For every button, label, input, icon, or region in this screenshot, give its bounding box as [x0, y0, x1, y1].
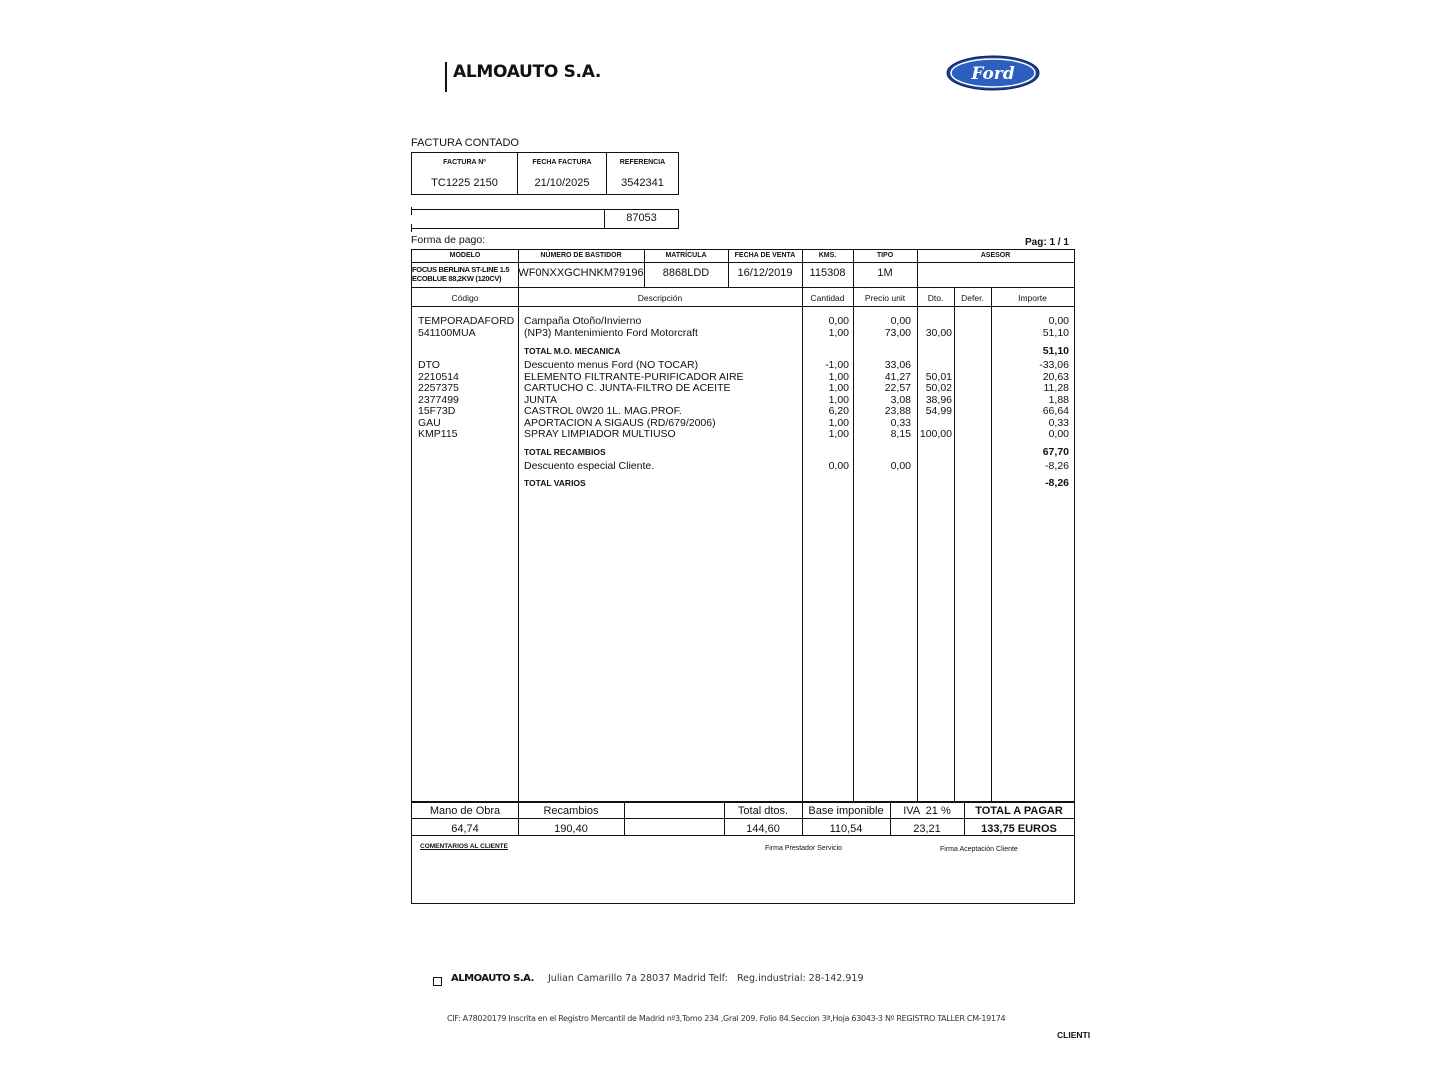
- payment-method-label: Forma de pago:: [411, 234, 486, 246]
- comments-signature-box: [411, 836, 1075, 904]
- line-description: APORTACION A SIGAUS (RD/679/2006): [524, 416, 716, 429]
- invoice-type: FACTURA CONTADO: [411, 137, 519, 149]
- totals-section: [412, 801, 1074, 835]
- subtotal-label: TOTAL RECAMBIOS: [524, 447, 606, 457]
- line-discount: 38,96: [925, 393, 952, 406]
- line-code: GAU: [418, 416, 441, 429]
- table-row: [412, 405, 1074, 417]
- sale-date-header: FECHA DE VENTA: [734, 252, 796, 259]
- subtotal-amount: -8,26: [1045, 477, 1069, 489]
- table-row: [412, 394, 1074, 406]
- line-quantity: 1,00: [828, 393, 849, 406]
- table-row: [412, 428, 1074, 440]
- subtotal-amount: 67,70: [1042, 446, 1069, 458]
- line-discount: 50,02: [925, 382, 952, 394]
- ford-logo-icon: [946, 55, 1040, 91]
- vehicle-sale-date: 16/12/2019: [737, 267, 793, 279]
- footer-industrial-registry: Reg.industrial: 28-142.919: [737, 973, 864, 984]
- divider: [412, 287, 1074, 288]
- line-amount: 0,00: [1048, 428, 1069, 440]
- line-amount: 66,64: [1042, 405, 1069, 417]
- unit-price-column-header: Precio unit: [864, 293, 906, 303]
- client-code: 87053: [604, 209, 678, 229]
- vat-label: IVA 21 %: [903, 805, 951, 817]
- line-unit-price: 0,00: [890, 460, 911, 472]
- vehicle-type: 1M: [877, 267, 893, 279]
- table-row: [412, 460, 1074, 472]
- invoice-info-box: [411, 152, 679, 195]
- table-subtotal-row: [412, 446, 1074, 458]
- discount-column-header: Dto.: [927, 293, 944, 303]
- comments-label: COMENTARIOS AL CLIENTE: [420, 843, 508, 850]
- line-code: TEMPORADAFORD: [418, 315, 515, 327]
- vin-header: NÚMERO DE BASTIDOR: [540, 252, 622, 259]
- divider: [412, 262, 1074, 263]
- line-code: 541100MUA: [418, 327, 476, 339]
- type-header: TIPO: [876, 252, 894, 259]
- line-unit-price: 0,00: [890, 315, 911, 327]
- code-column-header: Código: [451, 293, 479, 303]
- total-due-label: TOTAL A PAGAR: [975, 805, 1063, 817]
- line-amount: -8,26: [1045, 460, 1069, 472]
- line-discount: 30,00: [925, 327, 952, 339]
- invoice-date-cell: [518, 153, 607, 194]
- line-discount: 54,99: [925, 405, 952, 417]
- line-unit-price: 33,06: [884, 359, 911, 371]
- vehicle-model: [412, 266, 518, 283]
- line-description: ELEMENTO FILTRANTE-PURIFICADOR AIRE: [524, 370, 744, 383]
- page-number: Pag: 1 / 1: [1025, 237, 1069, 248]
- subtotal-label: TOTAL VARIOS: [524, 478, 586, 488]
- line-quantity: 1,00: [828, 416, 849, 429]
- company-name: ALMOAUTO S.A.: [453, 62, 602, 82]
- parts-label: Recambios: [543, 805, 599, 817]
- vehicle-model-line1: FOCUS BERLINA ST-LINE 1.5: [412, 265, 510, 274]
- labor-amount: 64,74: [451, 823, 479, 835]
- labor-label: Mano de Obra: [429, 805, 501, 817]
- line-code: KMP115: [418, 428, 458, 440]
- line-unit-price: 22,57: [884, 382, 911, 394]
- invoice-number-header: FACTURA Nº: [443, 159, 486, 166]
- line-code: 2210514: [418, 370, 459, 383]
- footer-address: Julian Camarillo 7a 28037 Madrid Telf:: [548, 973, 728, 984]
- checkbox-icon: [433, 977, 442, 986]
- table-row: [412, 382, 1074, 394]
- line-quantity: 0,00: [828, 460, 849, 472]
- discounts-amount: 144,60: [746, 823, 780, 835]
- line-quantity: 1,00: [828, 382, 849, 394]
- table-subtotal-row: [412, 345, 1074, 357]
- divider: [412, 306, 1074, 307]
- invoice-reference: 3542341: [621, 177, 664, 189]
- line-description: Campaña Otoño/Invierno: [524, 315, 642, 327]
- line-amount: 1,88: [1048, 393, 1069, 406]
- discounts-label: Total dtos.: [737, 805, 789, 817]
- subtotal-amount: 51,10: [1042, 345, 1069, 357]
- description-column-header: Descripción: [637, 293, 683, 303]
- kms-header: KMS.: [818, 252, 837, 259]
- invoice-date-header: FECHA FACTURA: [532, 159, 592, 166]
- deferred-column-header: Defer.: [961, 293, 984, 303]
- line-amount: 0,33: [1048, 416, 1069, 429]
- taxable-base-amount: 110,54: [829, 823, 863, 835]
- line-quantity: 6,20: [828, 405, 849, 417]
- line-amount: 51,10: [1042, 327, 1069, 339]
- provider-signature-label: Firma Prestador Servicio: [765, 845, 843, 852]
- advisor-header: ASESOR: [980, 252, 1011, 259]
- model-header: MODELO: [449, 252, 481, 259]
- line-code: 15F73D: [418, 405, 456, 417]
- total-due-amount: 133,75 EUROS: [981, 823, 1057, 835]
- line-amount: 0,00: [1048, 315, 1069, 327]
- line-description: CARTUCHO C. JUNTA-FILTRO DE ACEITE: [524, 382, 731, 394]
- taxable-base-label: Base imponible: [808, 805, 884, 817]
- amount-column-header: Importe: [1018, 293, 1047, 303]
- invoice-lines-table: [411, 249, 1075, 836]
- line-description: Descuento menus Ford (NO TOCAR): [524, 359, 699, 371]
- line-unit-price: 23,88: [884, 405, 911, 417]
- invoice-number-cell: [412, 153, 518, 194]
- line-amount: -33,06: [1039, 359, 1069, 371]
- vehicle-vin: WF0NXXGCHNKM79196: [518, 267, 644, 279]
- line-discount: 100,00: [919, 428, 952, 440]
- line-unit-price: 73,00: [884, 327, 911, 339]
- line-code: DTO: [418, 359, 440, 371]
- invoice-reference-header: REFERENCIA: [619, 159, 666, 166]
- subtotal-label: TOTAL M.O. MECANICA: [524, 346, 621, 356]
- line-quantity: 0,00: [828, 315, 849, 327]
- vehicle-plate: 8868LDD: [662, 267, 710, 279]
- client-signature-label: Firma Aceptación Cliente: [940, 846, 1018, 853]
- vehicle-model-line2: ECOBLUE 88,2KW (120CV): [412, 273, 502, 283]
- line-discount: 50,01: [925, 370, 952, 383]
- footer-legal-line: CIF: A78020179 Inscrita en el Registro Mercantil de Madrid nº3,Tomo 234 ,Gral 209. Folio 84.Seccion 3ª,Hoja 63043-3 Nº REGISTRO TALLER CM-19174: [447, 1014, 1006, 1023]
- line-amount: 20,63: [1042, 370, 1069, 383]
- vat-amount: 23,21: [913, 823, 941, 835]
- brand-divider: [445, 62, 447, 92]
- invoice-number: TC1225 2150: [431, 177, 498, 189]
- plate-header: MATRÍCULA: [665, 252, 707, 259]
- line-description: SPRAY LIMPIADOR MULTIUSO: [524, 428, 676, 440]
- line-description: CASTROL 0W20 1L. MAG.PROF.: [524, 405, 682, 417]
- table-row: [412, 371, 1074, 383]
- line-unit-price: 3,08: [890, 393, 911, 406]
- copy-label: CLIENTI: [1057, 1030, 1091, 1040]
- invoice-date: 21/10/2025: [534, 177, 590, 189]
- line-code: 2377499: [418, 393, 459, 406]
- line-unit-price: 0,33: [890, 416, 911, 429]
- line-unit-price: 41,27: [884, 370, 911, 383]
- table-subtotal-row: [412, 477, 1074, 489]
- svg-text:Ford: Ford: [971, 64, 1015, 84]
- table-row: [412, 359, 1074, 371]
- table-row: [412, 315, 1074, 327]
- line-description: JUNTA: [524, 393, 558, 406]
- footer-company-name: ALMOAUTO S.A.: [451, 973, 534, 984]
- line-description: Descuento especial Cliente.: [524, 460, 655, 472]
- line-amount: 11,28: [1043, 382, 1069, 394]
- table-row: [412, 327, 1074, 339]
- line-quantity: 1,00: [828, 327, 849, 339]
- parts-amount: 190,40: [554, 823, 588, 835]
- invoice-reference-cell: [607, 153, 678, 194]
- line-quantity: -1,00: [825, 359, 849, 371]
- client-box: [411, 209, 679, 229]
- line-unit-price: 8,15: [890, 428, 911, 440]
- quantity-column-header: Cantidad: [810, 293, 845, 303]
- line-description: (NP3) Mantenimiento Ford Motorcraft: [524, 327, 698, 339]
- line-quantity: 1,00: [828, 370, 849, 383]
- vehicle-kms: 115308: [809, 267, 846, 279]
- table-row: [412, 417, 1074, 429]
- line-code: 2257375: [418, 382, 459, 394]
- line-quantity: 1,00: [828, 428, 849, 440]
